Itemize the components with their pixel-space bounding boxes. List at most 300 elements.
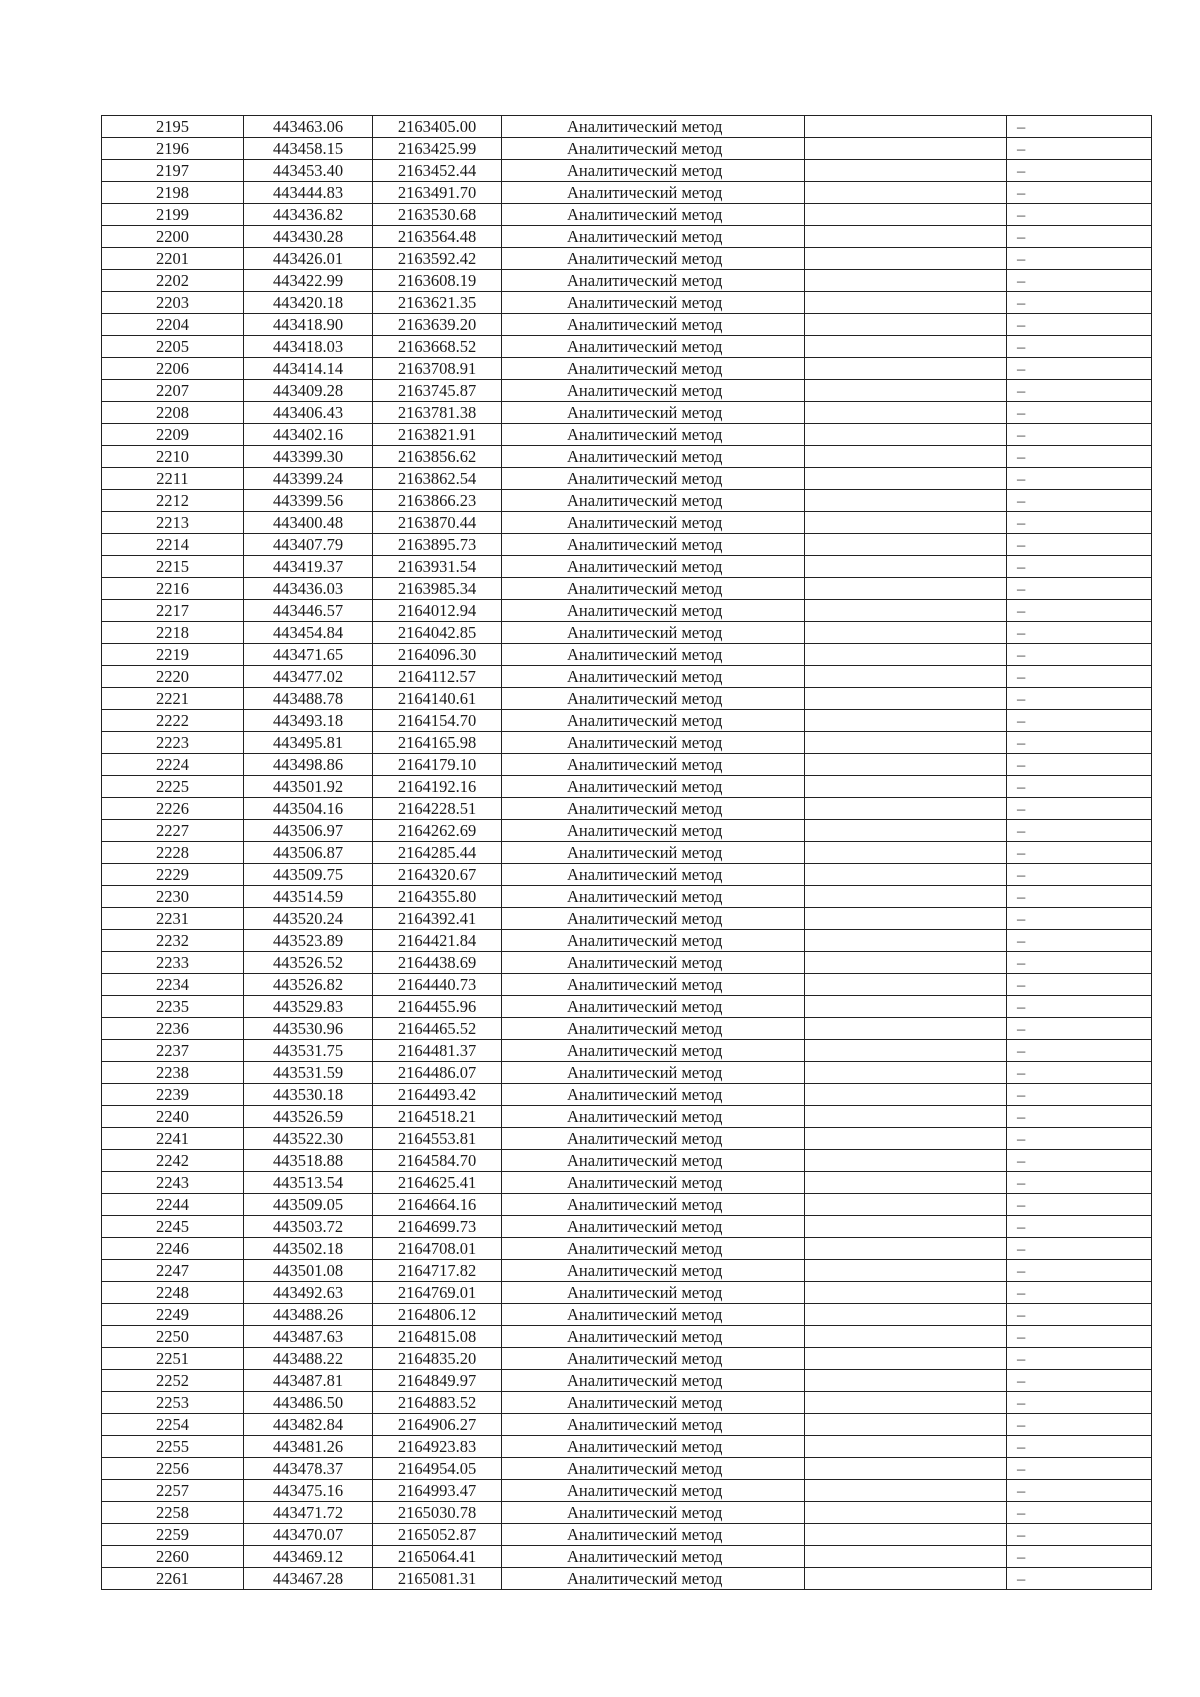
table-row bbox=[102, 292, 1152, 314]
dash-cell: – bbox=[1007, 1282, 1152, 1304]
point-number-cell: 2255 bbox=[102, 1436, 244, 1458]
method-cell: Аналитический метод bbox=[502, 314, 805, 336]
dash-cell: – bbox=[1007, 424, 1152, 446]
table-row bbox=[102, 996, 1152, 1018]
dash-cell: – bbox=[1007, 358, 1152, 380]
x-coordinate-cell: 443506.87 bbox=[244, 842, 373, 864]
point-number-cell: 2217 bbox=[102, 600, 244, 622]
table-row bbox=[102, 1260, 1152, 1282]
method-cell: Аналитический метод bbox=[502, 1414, 805, 1436]
table-row bbox=[102, 380, 1152, 402]
method-cell: Аналитический метод bbox=[502, 1480, 805, 1502]
empty-cell bbox=[805, 644, 1007, 666]
point-number-cell: 2227 bbox=[102, 820, 244, 842]
y-coordinate-cell: 2165064.41 bbox=[373, 1546, 502, 1568]
method-cell: Аналитический метод bbox=[502, 138, 805, 160]
empty-cell bbox=[805, 710, 1007, 732]
table-row bbox=[102, 1392, 1152, 1414]
table-row bbox=[102, 754, 1152, 776]
y-coordinate-cell: 2163564.48 bbox=[373, 226, 502, 248]
x-coordinate-cell: 443501.08 bbox=[244, 1260, 373, 1282]
point-number-cell: 2216 bbox=[102, 578, 244, 600]
dash-cell: – bbox=[1007, 1062, 1152, 1084]
y-coordinate-cell: 2164042.85 bbox=[373, 622, 502, 644]
dash-cell: – bbox=[1007, 490, 1152, 512]
dash-cell: – bbox=[1007, 1194, 1152, 1216]
dash-cell: – bbox=[1007, 1414, 1152, 1436]
y-coordinate-cell: 2164179.10 bbox=[373, 754, 502, 776]
x-coordinate-cell: 443458.15 bbox=[244, 138, 373, 160]
method-cell: Аналитический метод bbox=[502, 1392, 805, 1414]
method-cell: Аналитический метод bbox=[502, 1568, 805, 1590]
empty-cell bbox=[805, 1238, 1007, 1260]
y-coordinate-cell: 2163530.68 bbox=[373, 204, 502, 226]
empty-cell bbox=[805, 1106, 1007, 1128]
method-cell: Аналитический метод bbox=[502, 864, 805, 886]
x-coordinate-cell: 443502.18 bbox=[244, 1238, 373, 1260]
point-number-cell: 2206 bbox=[102, 358, 244, 380]
method-cell: Аналитический метод bbox=[502, 556, 805, 578]
table-row bbox=[102, 468, 1152, 490]
method-cell: Аналитический метод bbox=[502, 226, 805, 248]
method-cell: Аналитический метод bbox=[502, 578, 805, 600]
dash-cell: – bbox=[1007, 182, 1152, 204]
table-row bbox=[102, 600, 1152, 622]
point-number-cell: 2229 bbox=[102, 864, 244, 886]
y-coordinate-cell: 2164584.70 bbox=[373, 1150, 502, 1172]
x-coordinate-cell: 443531.59 bbox=[244, 1062, 373, 1084]
empty-cell bbox=[805, 1458, 1007, 1480]
x-coordinate-cell: 443495.81 bbox=[244, 732, 373, 754]
empty-cell bbox=[805, 204, 1007, 226]
dash-cell: – bbox=[1007, 116, 1152, 138]
method-cell: Аналитический метод bbox=[502, 1370, 805, 1392]
table-row bbox=[102, 1282, 1152, 1304]
point-number-cell: 2249 bbox=[102, 1304, 244, 1326]
y-coordinate-cell: 2163781.38 bbox=[373, 402, 502, 424]
dash-cell: – bbox=[1007, 1348, 1152, 1370]
method-cell: Аналитический метод bbox=[502, 1348, 805, 1370]
dash-cell: – bbox=[1007, 842, 1152, 864]
table-row bbox=[102, 1040, 1152, 1062]
empty-cell bbox=[805, 182, 1007, 204]
y-coordinate-cell: 2164096.30 bbox=[373, 644, 502, 666]
point-number-cell: 2233 bbox=[102, 952, 244, 974]
empty-cell bbox=[805, 842, 1007, 864]
dash-cell: – bbox=[1007, 886, 1152, 908]
dash-cell: – bbox=[1007, 512, 1152, 534]
point-number-cell: 2220 bbox=[102, 666, 244, 688]
empty-cell bbox=[805, 754, 1007, 776]
table-row bbox=[102, 226, 1152, 248]
y-coordinate-cell: 2164518.21 bbox=[373, 1106, 502, 1128]
empty-cell bbox=[805, 1392, 1007, 1414]
x-coordinate-cell: 443402.16 bbox=[244, 424, 373, 446]
method-cell: Аналитический метод bbox=[502, 446, 805, 468]
x-coordinate-cell: 443493.18 bbox=[244, 710, 373, 732]
y-coordinate-cell: 2164486.07 bbox=[373, 1062, 502, 1084]
method-cell: Аналитический метод bbox=[502, 1524, 805, 1546]
dash-cell: – bbox=[1007, 1568, 1152, 1590]
dash-cell: – bbox=[1007, 1040, 1152, 1062]
y-coordinate-cell: 2164954.05 bbox=[373, 1458, 502, 1480]
empty-cell bbox=[805, 1260, 1007, 1282]
dash-cell: – bbox=[1007, 952, 1152, 974]
table-row bbox=[102, 1216, 1152, 1238]
x-coordinate-cell: 443518.88 bbox=[244, 1150, 373, 1172]
table-row bbox=[102, 974, 1152, 996]
dash-cell: – bbox=[1007, 248, 1152, 270]
method-cell: Аналитический метод bbox=[502, 490, 805, 512]
table-row bbox=[102, 446, 1152, 468]
dash-cell: – bbox=[1007, 556, 1152, 578]
dash-cell: – bbox=[1007, 380, 1152, 402]
x-coordinate-cell: 443482.84 bbox=[244, 1414, 373, 1436]
method-cell: Аналитический метод bbox=[502, 710, 805, 732]
x-coordinate-cell: 443470.07 bbox=[244, 1524, 373, 1546]
empty-cell bbox=[805, 974, 1007, 996]
method-cell: Аналитический метод bbox=[502, 1040, 805, 1062]
x-coordinate-cell: 443529.83 bbox=[244, 996, 373, 1018]
method-cell: Аналитический метод bbox=[502, 688, 805, 710]
table-row bbox=[102, 336, 1152, 358]
table-row bbox=[102, 952, 1152, 974]
dash-cell: – bbox=[1007, 292, 1152, 314]
y-coordinate-cell: 2164012.94 bbox=[373, 600, 502, 622]
point-number-cell: 2200 bbox=[102, 226, 244, 248]
method-cell: Аналитический метод bbox=[502, 182, 805, 204]
method-cell: Аналитический метод bbox=[502, 1502, 805, 1524]
table-row bbox=[102, 1568, 1152, 1590]
table-row bbox=[102, 1194, 1152, 1216]
dash-cell: – bbox=[1007, 622, 1152, 644]
table-row bbox=[102, 1502, 1152, 1524]
point-number-cell: 2253 bbox=[102, 1392, 244, 1414]
point-number-cell: 2198 bbox=[102, 182, 244, 204]
dash-cell: – bbox=[1007, 534, 1152, 556]
table-row bbox=[102, 556, 1152, 578]
dash-cell: – bbox=[1007, 1524, 1152, 1546]
empty-cell bbox=[805, 820, 1007, 842]
method-cell: Аналитический метод bbox=[502, 1062, 805, 1084]
y-coordinate-cell: 2164320.67 bbox=[373, 864, 502, 886]
table-row bbox=[102, 666, 1152, 688]
method-cell: Аналитический метод bbox=[502, 292, 805, 314]
x-coordinate-cell: 443444.83 bbox=[244, 182, 373, 204]
dash-cell: – bbox=[1007, 578, 1152, 600]
empty-cell bbox=[805, 358, 1007, 380]
empty-cell bbox=[805, 270, 1007, 292]
x-coordinate-cell: 443531.75 bbox=[244, 1040, 373, 1062]
y-coordinate-cell: 2163592.42 bbox=[373, 248, 502, 270]
method-cell: Аналитический метод bbox=[502, 600, 805, 622]
method-cell: Аналитический метод bbox=[502, 1106, 805, 1128]
x-coordinate-cell: 443503.72 bbox=[244, 1216, 373, 1238]
table-row bbox=[102, 1348, 1152, 1370]
empty-cell bbox=[805, 1436, 1007, 1458]
dash-cell: – bbox=[1007, 776, 1152, 798]
empty-cell bbox=[805, 798, 1007, 820]
point-number-cell: 2241 bbox=[102, 1128, 244, 1150]
empty-cell bbox=[805, 248, 1007, 270]
point-number-cell: 2247 bbox=[102, 1260, 244, 1282]
table-row bbox=[102, 1326, 1152, 1348]
method-cell: Аналитический метод bbox=[502, 1216, 805, 1238]
x-coordinate-cell: 443487.63 bbox=[244, 1326, 373, 1348]
method-cell: Аналитический метод bbox=[502, 1150, 805, 1172]
x-coordinate-cell: 443522.30 bbox=[244, 1128, 373, 1150]
point-number-cell: 2250 bbox=[102, 1326, 244, 1348]
x-coordinate-cell: 443486.50 bbox=[244, 1392, 373, 1414]
table-row bbox=[102, 182, 1152, 204]
y-coordinate-cell: 2164112.57 bbox=[373, 666, 502, 688]
empty-cell bbox=[805, 908, 1007, 930]
x-coordinate-cell: 443498.86 bbox=[244, 754, 373, 776]
dash-cell: – bbox=[1007, 1172, 1152, 1194]
method-cell: Аналитический метод bbox=[502, 1326, 805, 1348]
empty-cell bbox=[805, 534, 1007, 556]
dash-cell: – bbox=[1007, 732, 1152, 754]
dash-cell: – bbox=[1007, 754, 1152, 776]
y-coordinate-cell: 2163621.35 bbox=[373, 292, 502, 314]
method-cell: Аналитический метод bbox=[502, 886, 805, 908]
method-cell: Аналитический метод bbox=[502, 270, 805, 292]
point-number-cell: 2251 bbox=[102, 1348, 244, 1370]
method-cell: Аналитический метод bbox=[502, 1084, 805, 1106]
point-number-cell: 2219 bbox=[102, 644, 244, 666]
method-cell: Аналитический метод bbox=[502, 930, 805, 952]
point-number-cell: 2223 bbox=[102, 732, 244, 754]
x-coordinate-cell: 443487.81 bbox=[244, 1370, 373, 1392]
y-coordinate-cell: 2164440.73 bbox=[373, 974, 502, 996]
table-row bbox=[102, 1436, 1152, 1458]
x-coordinate-cell: 443471.65 bbox=[244, 644, 373, 666]
table-row bbox=[102, 1480, 1152, 1502]
method-cell: Аналитический метод bbox=[502, 644, 805, 666]
method-cell: Аналитический метод bbox=[502, 1436, 805, 1458]
point-number-cell: 2258 bbox=[102, 1502, 244, 1524]
point-number-cell: 2237 bbox=[102, 1040, 244, 1062]
y-coordinate-cell: 2164923.83 bbox=[373, 1436, 502, 1458]
dash-cell: – bbox=[1007, 908, 1152, 930]
table-row bbox=[102, 1018, 1152, 1040]
table-row bbox=[102, 490, 1152, 512]
dash-cell: – bbox=[1007, 1084, 1152, 1106]
empty-cell bbox=[805, 292, 1007, 314]
y-coordinate-cell: 2163985.34 bbox=[373, 578, 502, 600]
empty-cell bbox=[805, 1150, 1007, 1172]
method-cell: Аналитический метод bbox=[502, 468, 805, 490]
empty-cell bbox=[805, 556, 1007, 578]
x-coordinate-cell: 443526.52 bbox=[244, 952, 373, 974]
y-coordinate-cell: 2164625.41 bbox=[373, 1172, 502, 1194]
x-coordinate-cell: 443478.37 bbox=[244, 1458, 373, 1480]
x-coordinate-cell: 443526.82 bbox=[244, 974, 373, 996]
dash-cell: – bbox=[1007, 996, 1152, 1018]
method-cell: Аналитический метод bbox=[502, 1018, 805, 1040]
point-number-cell: 2196 bbox=[102, 138, 244, 160]
x-coordinate-cell: 443399.24 bbox=[244, 468, 373, 490]
y-coordinate-cell: 2165030.78 bbox=[373, 1502, 502, 1524]
y-coordinate-cell: 2164140.61 bbox=[373, 688, 502, 710]
method-cell: Аналитический метод bbox=[502, 996, 805, 1018]
empty-cell bbox=[805, 1282, 1007, 1304]
point-number-cell: 2235 bbox=[102, 996, 244, 1018]
x-coordinate-cell: 443463.06 bbox=[244, 116, 373, 138]
point-number-cell: 2199 bbox=[102, 204, 244, 226]
point-number-cell: 2218 bbox=[102, 622, 244, 644]
dash-cell: – bbox=[1007, 1106, 1152, 1128]
point-number-cell: 2245 bbox=[102, 1216, 244, 1238]
point-number-cell: 2222 bbox=[102, 710, 244, 732]
method-cell: Аналитический метод bbox=[502, 160, 805, 182]
y-coordinate-cell: 2163668.52 bbox=[373, 336, 502, 358]
dash-cell: – bbox=[1007, 270, 1152, 292]
table-row bbox=[102, 1084, 1152, 1106]
table-row bbox=[102, 622, 1152, 644]
method-cell: Аналитический метод bbox=[502, 1260, 805, 1282]
point-number-cell: 2236 bbox=[102, 1018, 244, 1040]
x-coordinate-cell: 443422.99 bbox=[244, 270, 373, 292]
y-coordinate-cell: 2163895.73 bbox=[373, 534, 502, 556]
y-coordinate-cell: 2163862.54 bbox=[373, 468, 502, 490]
empty-cell bbox=[805, 226, 1007, 248]
table-row bbox=[102, 204, 1152, 226]
table-row bbox=[102, 886, 1152, 908]
dash-cell: – bbox=[1007, 710, 1152, 732]
method-cell: Аналитический метод bbox=[502, 776, 805, 798]
y-coordinate-cell: 2164438.69 bbox=[373, 952, 502, 974]
method-cell: Аналитический метод bbox=[502, 380, 805, 402]
y-coordinate-cell: 2164262.69 bbox=[373, 820, 502, 842]
method-cell: Аналитический метод bbox=[502, 1282, 805, 1304]
dash-cell: – bbox=[1007, 204, 1152, 226]
empty-cell bbox=[805, 402, 1007, 424]
method-cell: Аналитический метод bbox=[502, 358, 805, 380]
y-coordinate-cell: 2163708.91 bbox=[373, 358, 502, 380]
dash-cell: – bbox=[1007, 1260, 1152, 1282]
y-coordinate-cell: 2164708.01 bbox=[373, 1238, 502, 1260]
empty-cell bbox=[805, 930, 1007, 952]
empty-cell bbox=[805, 468, 1007, 490]
y-coordinate-cell: 2164481.37 bbox=[373, 1040, 502, 1062]
empty-cell bbox=[805, 512, 1007, 534]
dash-cell: – bbox=[1007, 160, 1152, 182]
x-coordinate-cell: 443400.48 bbox=[244, 512, 373, 534]
method-cell: Аналитический метод bbox=[502, 1172, 805, 1194]
dash-cell: – bbox=[1007, 314, 1152, 336]
table-row bbox=[102, 1238, 1152, 1260]
empty-cell bbox=[805, 1480, 1007, 1502]
point-number-cell: 2195 bbox=[102, 116, 244, 138]
x-coordinate-cell: 443530.18 bbox=[244, 1084, 373, 1106]
point-number-cell: 2204 bbox=[102, 314, 244, 336]
x-coordinate-cell: 443481.26 bbox=[244, 1436, 373, 1458]
empty-cell bbox=[805, 446, 1007, 468]
point-number-cell: 2207 bbox=[102, 380, 244, 402]
x-coordinate-cell: 443523.89 bbox=[244, 930, 373, 952]
point-number-cell: 2213 bbox=[102, 512, 244, 534]
x-coordinate-cell: 443509.05 bbox=[244, 1194, 373, 1216]
point-number-cell: 2225 bbox=[102, 776, 244, 798]
method-cell: Аналитический метод bbox=[502, 1304, 805, 1326]
y-coordinate-cell: 2164769.01 bbox=[373, 1282, 502, 1304]
dash-cell: – bbox=[1007, 1216, 1152, 1238]
y-coordinate-cell: 2163608.19 bbox=[373, 270, 502, 292]
y-coordinate-cell: 2163491.70 bbox=[373, 182, 502, 204]
table-row bbox=[102, 578, 1152, 600]
table-row bbox=[102, 908, 1152, 930]
table-row bbox=[102, 1106, 1152, 1128]
table-row bbox=[102, 864, 1152, 886]
method-cell: Аналитический метод bbox=[502, 248, 805, 270]
empty-cell bbox=[805, 160, 1007, 182]
dash-cell: – bbox=[1007, 1326, 1152, 1348]
empty-cell bbox=[805, 116, 1007, 138]
x-coordinate-cell: 443488.22 bbox=[244, 1348, 373, 1370]
method-cell: Аналитический метод bbox=[502, 512, 805, 534]
dash-cell: – bbox=[1007, 1370, 1152, 1392]
method-cell: Аналитический метод bbox=[502, 754, 805, 776]
point-number-cell: 2259 bbox=[102, 1524, 244, 1546]
point-number-cell: 2209 bbox=[102, 424, 244, 446]
table-row bbox=[102, 710, 1152, 732]
coordinates-table-body bbox=[102, 116, 1152, 1590]
x-coordinate-cell: 443446.57 bbox=[244, 600, 373, 622]
y-coordinate-cell: 2164906.27 bbox=[373, 1414, 502, 1436]
table-row bbox=[102, 1546, 1152, 1568]
dash-cell: – bbox=[1007, 468, 1152, 490]
empty-cell bbox=[805, 1194, 1007, 1216]
table-row bbox=[102, 930, 1152, 952]
y-coordinate-cell: 2164421.84 bbox=[373, 930, 502, 952]
y-coordinate-cell: 2164493.42 bbox=[373, 1084, 502, 1106]
empty-cell bbox=[805, 666, 1007, 688]
x-coordinate-cell: 443409.28 bbox=[244, 380, 373, 402]
y-coordinate-cell: 2164699.73 bbox=[373, 1216, 502, 1238]
table-row bbox=[102, 1172, 1152, 1194]
table-row bbox=[102, 314, 1152, 336]
empty-cell bbox=[805, 776, 1007, 798]
point-number-cell: 2234 bbox=[102, 974, 244, 996]
empty-cell bbox=[805, 1524, 1007, 1546]
x-coordinate-cell: 443399.30 bbox=[244, 446, 373, 468]
table-row bbox=[102, 270, 1152, 292]
empty-cell bbox=[805, 336, 1007, 358]
dash-cell: – bbox=[1007, 336, 1152, 358]
dash-cell: – bbox=[1007, 1392, 1152, 1414]
table-row bbox=[102, 1370, 1152, 1392]
method-cell: Аналитический метод bbox=[502, 952, 805, 974]
method-cell: Аналитический метод bbox=[502, 1546, 805, 1568]
method-cell: Аналитический метод bbox=[502, 732, 805, 754]
table-row bbox=[102, 402, 1152, 424]
y-coordinate-cell: 2164806.12 bbox=[373, 1304, 502, 1326]
empty-cell bbox=[805, 1128, 1007, 1150]
y-coordinate-cell: 2164993.47 bbox=[373, 1480, 502, 1502]
dash-cell: – bbox=[1007, 688, 1152, 710]
point-number-cell: 2208 bbox=[102, 402, 244, 424]
dash-cell: – bbox=[1007, 644, 1152, 666]
point-number-cell: 2203 bbox=[102, 292, 244, 314]
y-coordinate-cell: 2163452.44 bbox=[373, 160, 502, 182]
point-number-cell: 2232 bbox=[102, 930, 244, 952]
method-cell: Аналитический метод bbox=[502, 666, 805, 688]
dash-cell: – bbox=[1007, 600, 1152, 622]
dash-cell: – bbox=[1007, 1304, 1152, 1326]
x-coordinate-cell: 443526.59 bbox=[244, 1106, 373, 1128]
x-coordinate-cell: 443509.75 bbox=[244, 864, 373, 886]
